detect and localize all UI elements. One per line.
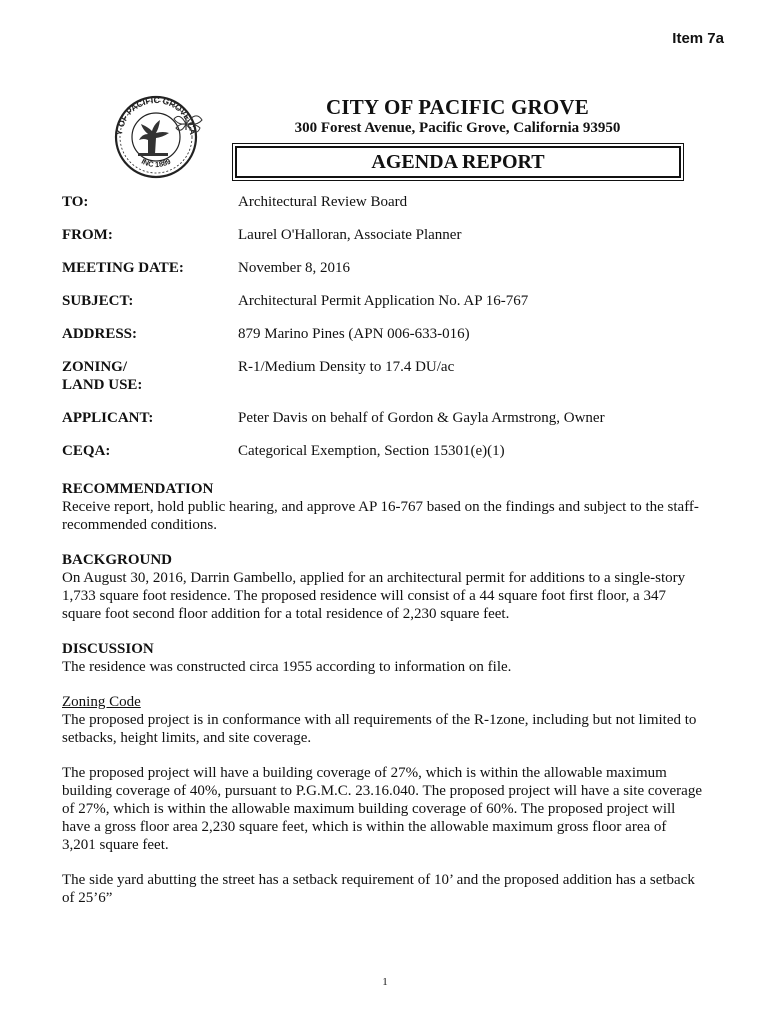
zoning-code-heading: Zoning Code	[62, 694, 141, 710]
meta-row-meeting-date	[62, 259, 702, 277]
meta-value-applicant: Peter Davis on behalf of Gordon & Gayla Armstrong, Owner	[238, 410, 605, 426]
recommendation-section	[62, 480, 702, 534]
meta-value-meeting-date: November 8, 2016	[238, 260, 351, 276]
discussion-heading: DISCUSSION	[62, 641, 154, 657]
meta-row-to	[62, 193, 702, 211]
meta-row-from	[62, 226, 702, 244]
meta-label-address: ADDRESS:	[62, 326, 138, 342]
report-body	[62, 480, 702, 924]
meta-value-address: 879 Marino Pines (APN 006-633-016)	[238, 326, 470, 342]
city-seal-icon	[108, 94, 204, 180]
background-heading: BACKGROUND	[62, 552, 173, 568]
setback-text: The side yard abutting the street has a setback requirement of 10’ and the proposed addition has a setback of 25’6”	[62, 872, 695, 906]
background-text: On August 30, 2016, Darrin Gambello, applied for an architectural permit for additions to a single-story 1,733 square foot residence. The proposed residence will consist of a 44 square foot first floor, a 347 square foot second floor addition for a total residence of 2,230 square feet.	[62, 570, 686, 622]
meta-value-zoning: R-1/Medium Density to 17.4 DU/ac	[238, 359, 455, 375]
meta-label-applicant: APPLICANT:	[62, 410, 154, 426]
setback-paragraph	[62, 871, 702, 907]
meta-value-ceqa: Categorical Exemption, Section 15301(e)(1)	[238, 443, 505, 459]
meta-value-to: Architectural Review Board	[238, 194, 408, 210]
meta-row-zoning	[62, 358, 702, 394]
agenda-report-title: AGENDA REPORT	[235, 146, 681, 178]
meta-value-subject: Architectural Permit Application No. AP 16-767	[238, 293, 529, 309]
zoning-code-section	[62, 693, 702, 747]
discussion-section	[62, 640, 702, 676]
item-label: Item 7a	[672, 30, 724, 47]
svg-text:CITY OF PACIFIC GROVE CALIF.: Y OF PACIFIC GROVE CA	[113, 94, 199, 136]
discussion-text: The residence was constructed circa 1955 according to information on file.	[62, 659, 512, 675]
meta-label-from: FROM:	[62, 227, 113, 243]
meta-label-meeting-date: MEETING DATE:	[62, 260, 184, 276]
agenda-report-banner	[232, 143, 684, 181]
meta-label-zoning: ZONING/ LAND USE:	[62, 359, 143, 393]
meta-value-from: Laurel O'Halloran, Associate Planner	[238, 227, 462, 243]
meta-label-to: TO:	[62, 194, 89, 210]
meta-row-subject	[62, 292, 702, 310]
city-address: 300 Forest Avenue, Pacific Grove, California 93950	[294, 120, 621, 136]
meta-row-ceqa	[62, 442, 702, 460]
coverage-text: The proposed project will have a building coverage of 27%, which is within the allowable maximum building coverage of 40%, pursuant to P.G.M.C. 23.16.040. The proposed project will have a site coverage of 27%, which is within the allowable maximum building coverage of 60%. The proposed project will have a gross floor area 2,230 square feet, which is within the allowable maximum gross floor area of 3,201 square feet.	[62, 765, 702, 853]
meta-label-ceqa: CEQA:	[62, 443, 111, 459]
recommendation-heading: RECOMMENDATION	[62, 481, 214, 497]
meta-label-subject: SUBJECT:	[62, 293, 134, 309]
report-metadata	[62, 193, 702, 475]
zoning-code-text: The proposed project is in conformance with all requirements of the R-1zone, including but not limited to setbacks, height limits, and site coverage.	[62, 712, 697, 746]
meta-row-applicant	[62, 409, 702, 427]
meta-row-address	[62, 325, 702, 343]
svg-text:INC 1889: INC 1889	[139, 156, 173, 170]
recommendation-text: Receive report, hold public hearing, and approve AP 16-767 based on the findings and subject to the staff-recommended conditions.	[62, 499, 699, 533]
background-section	[62, 551, 702, 623]
coverage-paragraph	[62, 764, 702, 854]
page-number: 1	[382, 976, 388, 988]
city-name: CITY OF PACIFIC GROVE	[325, 95, 589, 119]
